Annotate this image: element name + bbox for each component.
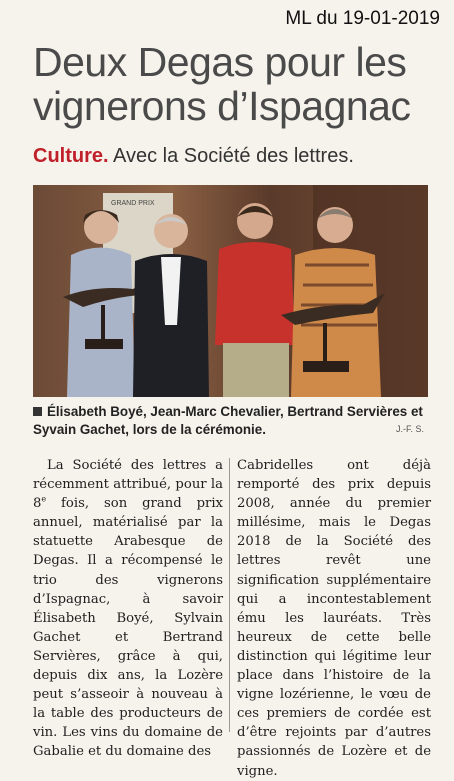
photo-credit: J.-F. S. [395,424,424,434]
kicker [33,143,443,169]
caption-bullet [33,407,42,416]
ceremony-photo [33,185,428,397]
poster-text: GRAND PRIX [111,200,155,207]
kicker-text: Avec la Société des lettres. [108,145,354,167]
column-divider [229,458,230,732]
ceremony-photo-illustration [33,185,428,397]
clipping-reference: ML du 19-01-2019 [285,8,440,29]
person-bertrand [215,203,295,397]
photo-caption-text: Élisabeth Boyé, Jean-Marc Chevalier, Bertrand Servières et Syvain Gachet, lors de la cérémonie. [33,404,423,437]
photo-caption [33,403,428,439]
article-column-left: La Société des lettres a récemment attribué, pour la 8e fois, son grand prix annuel, matérialisé par la statuette Arabesque de Degas. Il a récompensé le trio des vignerons d’Ispagnac, à savoir Élisabeth Boyé, Sylvain Gachet et Bertrand Servières, grâce à qui, depuis dix ans, la Lozère peut s’asseoir à nouveau à la table des producteurs de vin. Les vins du domaine de Gabalie et du domaine des [33,458,223,760]
rubric-label: Culture. [33,145,109,167]
article-column-right: Cabridelles ont déjà remporté des prix depuis 2008, année du premier millésime, mais le Degas 2018 de la Société des lettres revêt une signification supplémentaire qui a incontestablement ému les lauréats. Très heureux de cette belle distinction qui légitime leur place dans l’histoire de la vigne lozérienne, le vœu de ces premiers de cordée est d’être rejoints par d’autres passionnés de Lozère et de vigne. [237,458,431,779]
headline: Deux Degas pour les vignerons d’Ispagnac [33,39,411,129]
